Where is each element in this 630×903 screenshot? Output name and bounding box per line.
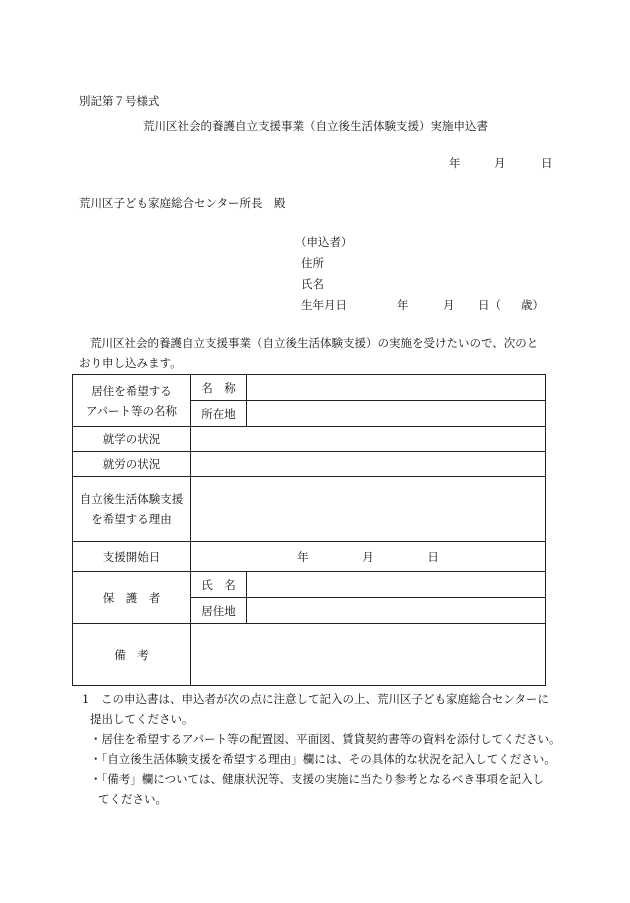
apartment-header-line1: 居住を希望する [91, 383, 172, 398]
reason-label-line2: を希望する理由 [91, 512, 172, 526]
addressee: 荒川区子ども家庭総合センター所長 殿 [79, 196, 286, 210]
guardian-label: 保 護 者 [73, 572, 191, 624]
guardian-residence-field[interactable] [247, 598, 546, 624]
work-status-label: 就労の状況 [73, 452, 191, 477]
applicant-birth-label: 生年月日 [301, 298, 347, 312]
note-bullet-2: ・「自立後生活体験支援を希望する理由」欄には、その具体的な状況を記入してください。 [90, 752, 556, 766]
date-month: 月 [494, 156, 506, 170]
work-status-field[interactable] [191, 452, 546, 477]
guardian-residence-label: 居住地 [191, 598, 247, 624]
reason-label-cell [73, 477, 191, 542]
applicant-address-label: 住所 [301, 256, 324, 270]
date-year: 年 [449, 156, 461, 170]
note-bullet-1: ・居住を希望するアパート等の配置図、平面図、賃貸契約書等の資料を添付してください。 [90, 732, 561, 746]
date-day: 日 [541, 156, 553, 170]
reason-field[interactable] [191, 477, 546, 542]
form-title: 荒川区社会的養護自立支援事業（自立後生活体験支援）実施申込書 [143, 119, 488, 133]
intro-text: 荒川区社会的養護自立支援事業（自立後生活体験支援）の実施を受けたいので、次のとおり申し込みます。 [79, 336, 539, 370]
apartment-header-cell [73, 375, 191, 427]
guardian-name-field[interactable] [247, 572, 546, 598]
start-year: 年 [297, 549, 309, 564]
applicant-birth-day: 日（ [478, 298, 501, 312]
applicant-age: 歳） [521, 298, 544, 312]
applicant-birth-year: 年 [397, 298, 409, 312]
school-status-label: 就学の状況 [73, 427, 191, 452]
note-bullet-3-line1: ・「備考」欄については、健康状況等、支援の実施に当たり参考となるべき事項を記入し [90, 772, 545, 786]
start-date-field[interactable] [191, 542, 546, 572]
remarks-label: 備 考 [73, 624, 191, 686]
apartment-name-label: 名 称 [191, 375, 247, 401]
remarks-field[interactable] [191, 624, 546, 686]
application-table [72, 374, 546, 686]
note-1-line2: 提出してください。 [90, 712, 194, 726]
applicant-name-label: 氏名 [301, 277, 324, 291]
note-1-number: 1 [82, 692, 90, 706]
applicant-header: （申込者） [295, 235, 353, 249]
form-number: 別記第７号様式 [79, 94, 160, 108]
note-1-line1: この申込書は、申込者が次の点に注意して記入の上、荒川区子ども家庭総合センターに [101, 692, 550, 706]
note-bullet-3-line2: てください。 [98, 792, 167, 806]
start-day: 日 [427, 549, 439, 564]
applicant-birth-month: 月 [443, 298, 455, 312]
guardian-name-label: 氏 名 [191, 572, 247, 598]
start-date-label: 支援開始日 [73, 542, 191, 572]
apartment-location-label: 所在地 [191, 401, 247, 427]
apartment-header-line2: アパート等の名称 [85, 403, 178, 418]
reason-label-line1: 自立後生活体験支援 [79, 492, 184, 506]
start-month: 月 [362, 549, 374, 564]
apartment-name-field[interactable] [247, 375, 546, 401]
school-status-field[interactable] [191, 427, 546, 452]
apartment-location-field[interactable] [247, 401, 546, 427]
